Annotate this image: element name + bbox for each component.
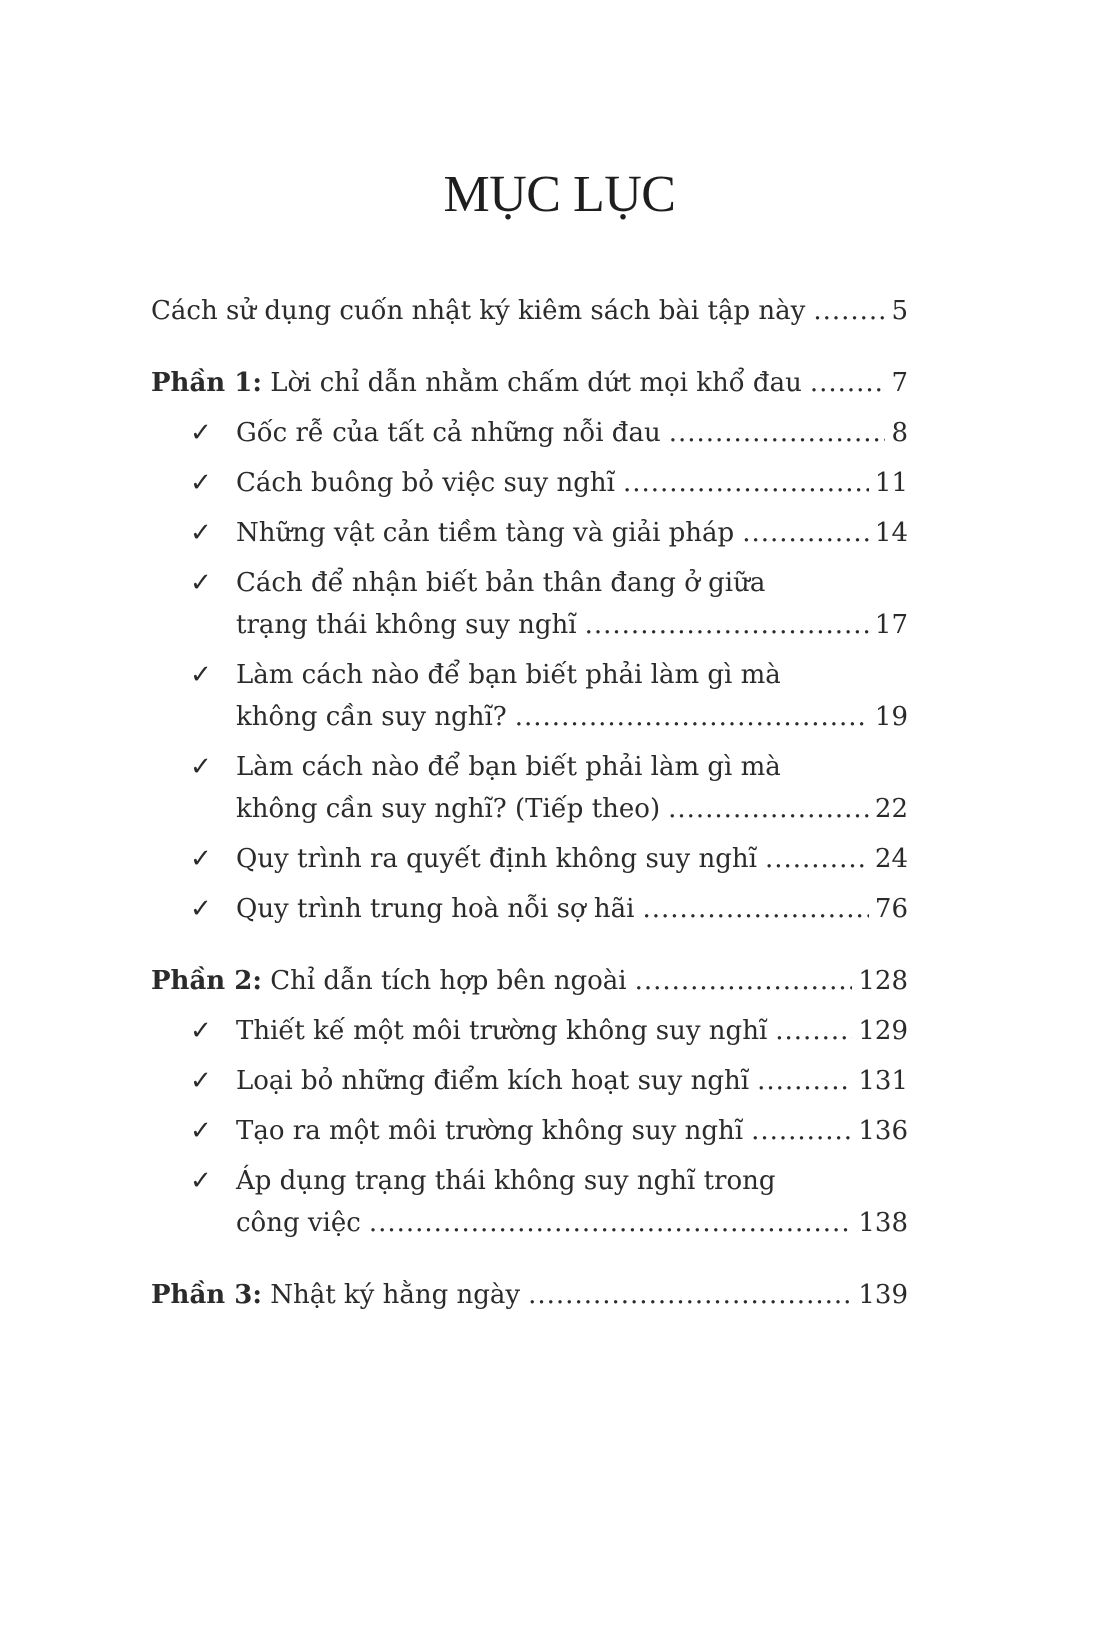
toc-leader-dots <box>810 368 886 398</box>
toc-item-text: Thiết kế một môi trường không suy nghĩ <box>236 1016 768 1046</box>
toc-leader-dots <box>585 610 869 640</box>
toc-page-number: 7 <box>891 368 908 398</box>
toc-page-number: 5 <box>891 296 908 326</box>
toc-page-number: 129 <box>858 1016 908 1046</box>
toc-item-text: công việc <box>236 1208 361 1238</box>
toc-page-number: 19 <box>874 702 908 732</box>
toc-entry-text: Cách sử dụng cuốn nhật ký kiêm sách bài tập này <box>151 296 806 326</box>
toc-entry-intro <box>151 296 908 326</box>
toc-item <box>236 1016 908 1046</box>
toc-leader-dots <box>515 702 869 732</box>
toc-page-number: 138 <box>858 1208 908 1238</box>
toc-leader-dots <box>765 844 869 874</box>
toc-item-text: trạng thái không suy nghĩ <box>236 610 577 640</box>
toc-item <box>236 468 908 498</box>
toc-leader-dots <box>775 1016 852 1046</box>
toc-page-number: 22 <box>874 794 908 824</box>
toc-item-text: Gốc rễ của tất cả những nỗi đau <box>236 418 661 448</box>
toc-item <box>236 1116 908 1146</box>
toc-item-text: Loại bỏ những điểm kích hoạt suy nghĩ <box>236 1066 750 1096</box>
check-icon: ✓ <box>190 1066 212 1096</box>
toc-part-title: Lời chỉ dẫn nhằm chấm dứt mọi khổ đau <box>261 368 802 398</box>
check-icon: ✓ <box>190 844 212 874</box>
toc-page-number: 76 <box>874 894 908 924</box>
check-icon: ✓ <box>190 1166 212 1196</box>
toc-item <box>236 894 908 924</box>
toc-item-text: không cần suy nghĩ? (Tiếp theo) <box>236 794 661 824</box>
check-icon: ✓ <box>190 518 212 548</box>
toc-part-1 <box>151 368 908 398</box>
toc-item-first-line: Áp dụng trạng thái không suy nghĩ trong <box>236 1166 776 1196</box>
check-icon: ✓ <box>190 568 212 598</box>
toc-leader-dots <box>369 1208 853 1238</box>
check-icon: ✓ <box>190 468 212 498</box>
toc-leader-dots <box>669 418 886 448</box>
toc-part-label: Phần 2: <box>151 966 262 996</box>
toc-item <box>236 794 908 824</box>
toc-page-number: 139 <box>858 1280 908 1310</box>
toc-item-text: Tạo ra một môi trường không suy nghĩ <box>236 1116 744 1146</box>
toc-page-number: 14 <box>874 518 908 548</box>
check-icon: ✓ <box>190 1116 212 1146</box>
toc-part-title: Chỉ dẫn tích hợp bên ngoài <box>261 966 627 996</box>
page-title: MỤC LỤC <box>443 166 676 223</box>
toc-page-number: 136 <box>858 1116 908 1146</box>
toc-part-title: Nhật ký hằng ngày <box>261 1280 521 1310</box>
toc-item-first-line: Cách để nhận biết bản thân đang ở giữa <box>236 568 766 598</box>
toc-part-label: Phần 3: <box>151 1280 262 1310</box>
toc-page-number: 8 <box>891 418 908 448</box>
toc-part-3 <box>151 1280 908 1310</box>
toc-leader-dots <box>528 1280 852 1310</box>
toc-item-text: Những vật cản tiềm tàng và giải pháp <box>236 518 735 548</box>
toc-item-text: Quy trình ra quyết định không suy nghĩ <box>236 844 757 874</box>
toc-leader-dots <box>642 894 868 924</box>
toc-leader-dots <box>757 1066 852 1096</box>
check-icon: ✓ <box>190 1016 212 1046</box>
toc-part-label: Phần 1: <box>151 368 262 398</box>
toc-item <box>236 610 908 640</box>
toc-leader-dots <box>813 296 885 326</box>
toc-item-first-line: Làm cách nào để bạn biết phải làm gì mà <box>236 660 781 690</box>
toc-leader-dots <box>742 518 869 548</box>
toc-leader-dots <box>751 1116 852 1146</box>
check-icon: ✓ <box>190 894 212 924</box>
check-icon: ✓ <box>190 752 212 782</box>
toc-item-text: không cần suy nghĩ? <box>236 702 507 732</box>
check-icon: ✓ <box>190 660 212 690</box>
toc-page-number: 24 <box>874 844 908 874</box>
toc-item-text: Quy trình trung hoà nỗi sợ hãi <box>236 894 635 924</box>
toc-leader-dots <box>635 966 853 996</box>
toc-page-number: 11 <box>874 468 908 498</box>
toc-page-number: 131 <box>858 1066 908 1096</box>
toc-item <box>236 702 908 732</box>
toc-leader-dots <box>668 794 869 824</box>
toc-item <box>236 518 908 548</box>
toc-item <box>236 1208 908 1238</box>
toc-item <box>236 1066 908 1096</box>
toc-item <box>236 844 908 874</box>
toc-part-2 <box>151 966 908 996</box>
check-icon: ✓ <box>190 418 212 448</box>
toc-item-text: Cách buông bỏ việc suy nghĩ <box>236 468 615 498</box>
toc-item <box>236 418 908 448</box>
toc-page-number: 17 <box>874 610 908 640</box>
toc-page-number: 128 <box>858 966 908 996</box>
toc-leader-dots <box>623 468 869 498</box>
toc-item-first-line: Làm cách nào để bạn biết phải làm gì mà <box>236 752 781 782</box>
